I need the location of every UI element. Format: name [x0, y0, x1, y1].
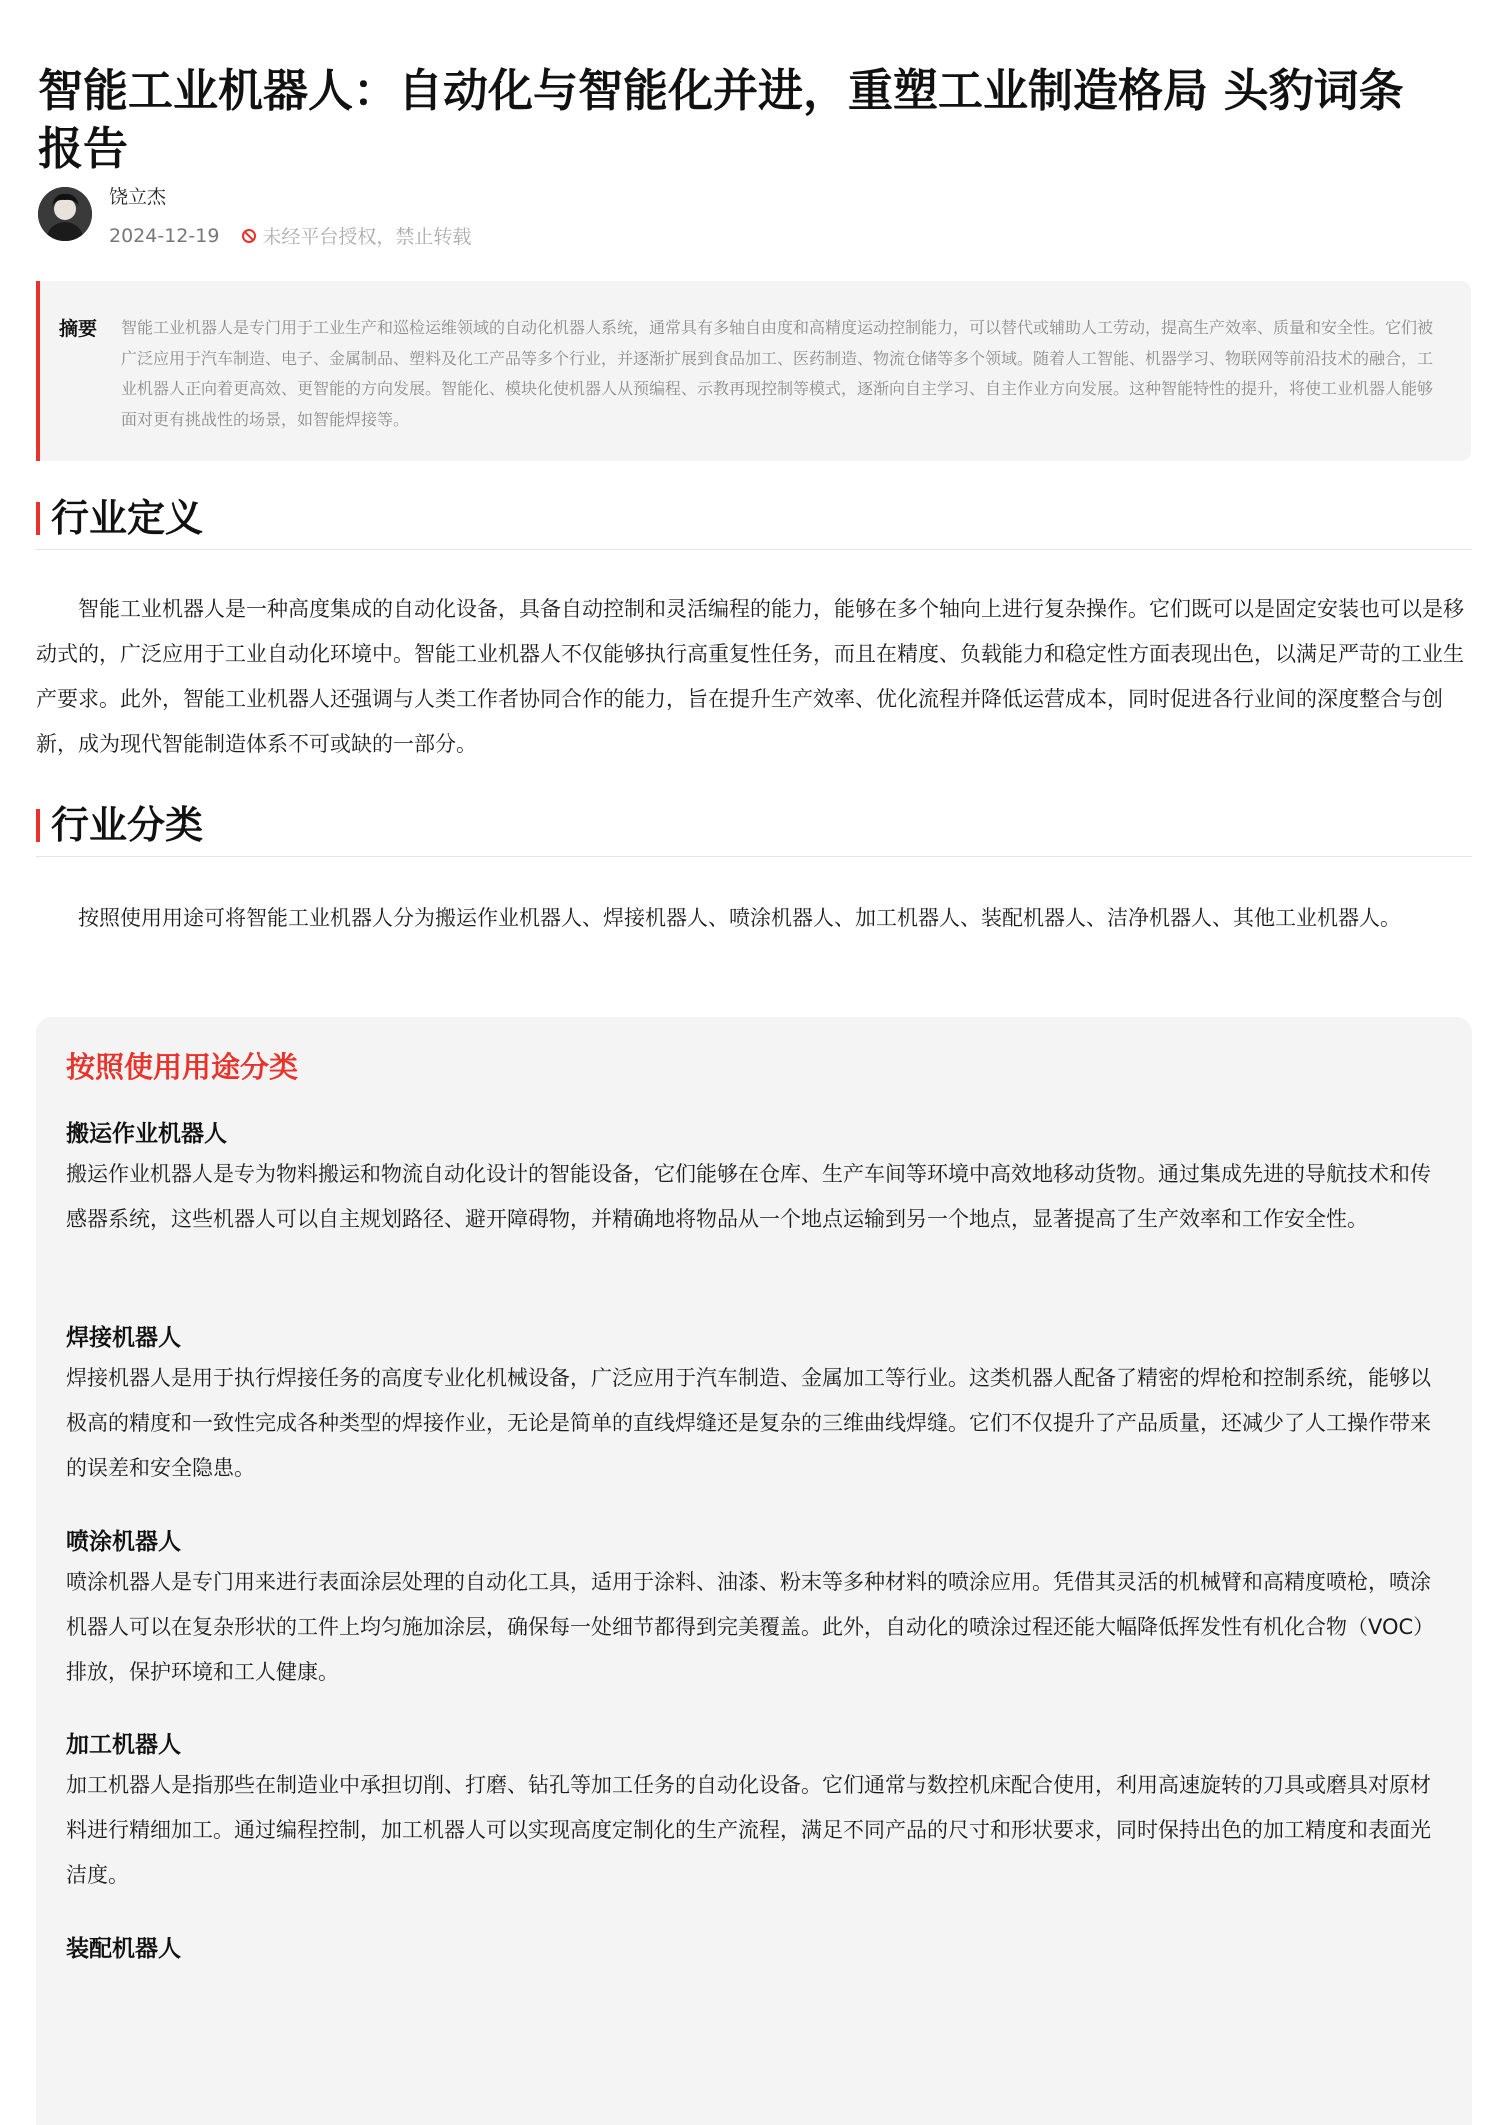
- section-accent-bar: [36, 502, 40, 535]
- section-title: 行业分类: [51, 803, 204, 847]
- license-notice: [241, 222, 471, 249]
- avatar-portrait-icon: [38, 187, 92, 241]
- section-accent-bar: [36, 809, 40, 842]
- category-item: [66, 1931, 1446, 1967]
- classification-paragraph: 按照使用用途可将智能工业机器人分为搬运作业机器人、焊接机器人、喷涂机器人、加工机器人、装配机器人、洁净机器人、其他工业机器人。: [78, 906, 1401, 930]
- abstract-label: 摘要: [59, 318, 98, 340]
- category-description: 搬运作业机器人是专为物料搬运和物流自动化设计的智能设备，它们能够在仓库、生产车间等环境中高效地移动货物。通过集成先进的导航技术和传感器系统，这些机器人可以自主规划路径、避开障碍物，并精确地将物品从一个地点运输到另一个地点，显著提高了生产效率和工作安全性。: [66, 1162, 1431, 1231]
- abstract-text: 智能工业机器人是专门用于工业生产和巡检运维领域的自动化机器人系统，通常具有多轴自由度和高精度运动控制能力，可以替代或辅助人工劳动，提高生产效率、质量和安全性。它们被广泛应用于汽车制造、电子、金属制品、塑料及化工产品等多个行业，并逐渐扩展到食品加工、医药制造、物流仓储等多个领域。随着人工智能、机器学习、物联网等前沿技术的融合，工业机器人正向着更高效、更智能的方向发展。智能化、模块化使机器人从预编程、示教再现控制等模式，逐渐向自主学习、自主作业方向发展。这种智能特性的提升，将使工业机器人能够面对更有挑战性的场景，如智能焊接等。: [121, 318, 1434, 429]
- author-name[interactable]: 饶立杰: [109, 186, 167, 208]
- category-name: 喷涂机器人: [66, 1529, 181, 1555]
- article-meta: [109, 222, 471, 249]
- prohibited-icon: [241, 228, 257, 244]
- category-item: [66, 1524, 1446, 1695]
- category-description: 加工机器人是指那些在制造业中承担切削、打磨、钻孔等加工任务的自动化设备。它们通常与数控机床配合使用，利用高速旋转的刀具或磨具对原材料进行精细加工。通过编程控制，加工机器人可以实现高度定制化的生产流程，满足不同产品的尺寸和形状要求，同时保持出色的加工精度和表面光洁度。: [66, 1773, 1431, 1887]
- category-name: 加工机器人: [66, 1732, 181, 1758]
- definition-paragraph: 智能工业机器人是一种高度集成的自动化设备，具备自动控制和灵活编程的能力，能够在多个轴向上进行复杂操作。它们既可以是固定安装也可以是移动式的，广泛应用于工业自动化环境中。智能工业机器人不仅能够执行高重复性任务，而且在精度、负载能力和稳定性方面表现出色，以满足严苛的工业生产要求。此外，智能工业机器人还强调与人类工作者协同合作的能力，旨在提升生产效率、优化流程并降低运营成本，同时促进各行业间的深度整合与创新，成为现代智能制造体系不可或缺的一部分。: [36, 597, 1464, 756]
- classification-card: [36, 1017, 1472, 2125]
- section-heading-definition: [36, 493, 1472, 550]
- publish-date: 2024-12-19: [109, 224, 220, 247]
- article-title: 智能工业机器人：自动化与智能化并进，重塑工业制造格局 头豹词条报告: [38, 64, 1404, 175]
- category-item: [66, 1116, 1446, 1242]
- section-title: 行业定义: [51, 496, 204, 540]
- category-name: 装配机器人: [66, 1936, 181, 1962]
- abstract-box: [36, 281, 1471, 461]
- section-heading-classification: [36, 800, 1472, 857]
- category-name: 焊接机器人: [66, 1325, 181, 1351]
- license-notice-text: 未经平台授权，禁止转载: [262, 226, 472, 248]
- category-description: 焊接机器人是用于执行焊接任务的高度专业化机械设备，广泛应用于汽车制造、金属加工等行业。这类机器人配备了精密的焊枪和控制系统，能够以极高的精度和一致性完成各种类型的焊接作业，无论是简单的直线焊缝还是复杂的三维曲线焊缝。它们不仅提升了产品质量，还减少了人工操作带来的误差和安全隐患。: [66, 1366, 1431, 1480]
- category-item: [66, 1727, 1446, 1898]
- category-description: 喷涂机器人是专门用来进行表面涂层处理的自动化工具，适用于涂料、油漆、粉末等多种材料的喷涂应用。凭借其灵活的机械臂和高精度喷枪，喷涂机器人可以在复杂形状的工件上均匀施加涂层，确保每一处细节都得到完美覆盖。此外，自动化的喷涂过程还能大幅降低挥发性有机化合物（VOC）排放，保护环境和工人健康。: [66, 1570, 1435, 1684]
- category-name: 搬运作业机器人: [66, 1121, 227, 1147]
- card-title: 按照使用用途分类: [66, 1050, 299, 1084]
- category-item: [66, 1320, 1446, 1491]
- author-avatar[interactable]: [38, 187, 92, 241]
